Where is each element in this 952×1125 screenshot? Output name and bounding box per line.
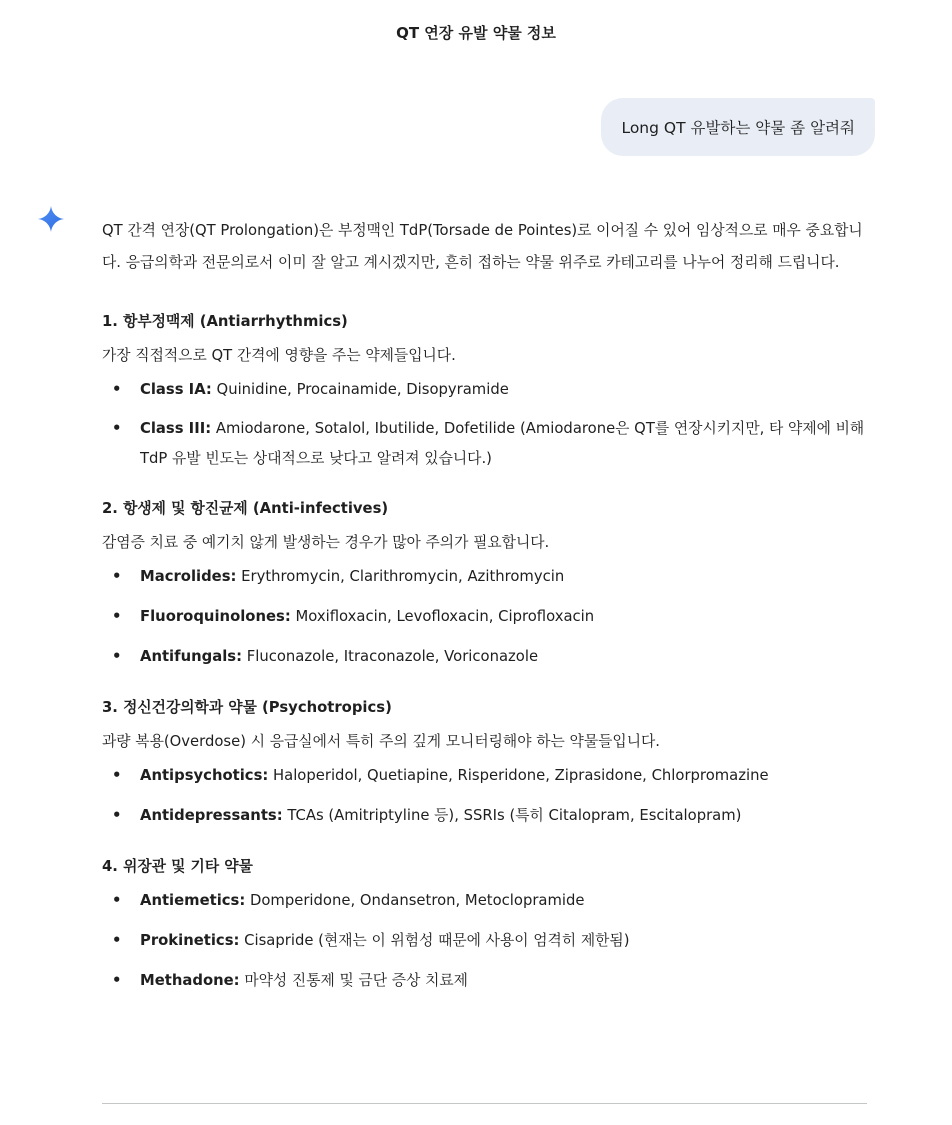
section-heading: 3. 정신건강의학과 약물 (Psychotropics) bbox=[102, 699, 392, 716]
section-antiarrhythmics bbox=[102, 304, 867, 474]
assistant-response bbox=[102, 215, 867, 1014]
drug-list bbox=[102, 760, 867, 832]
section-description: 가장 직접적으로 QT 간격에 영향을 주는 약제들입니다. bbox=[102, 347, 456, 364]
bullet: • bbox=[112, 932, 122, 949]
section-anti-infectives bbox=[102, 491, 867, 673]
user-message-text: Long QT 유발하는 약물 좀 알려줘 bbox=[621, 119, 855, 137]
list-item bbox=[102, 925, 867, 957]
section-gi-others bbox=[102, 849, 867, 997]
bullet: • bbox=[112, 608, 122, 625]
bullet: • bbox=[112, 892, 122, 909]
response-divider bbox=[102, 1103, 867, 1104]
drug-names: TCAs (Amitriptyline 등), SSRIs (특히 Citalopram, Escitalopram) bbox=[282, 807, 742, 824]
bullet: • bbox=[112, 648, 122, 665]
list-item bbox=[102, 414, 867, 474]
drug-class: Prokinetics: bbox=[140, 932, 240, 949]
bullet: • bbox=[112, 972, 122, 989]
list-item bbox=[102, 601, 867, 633]
drug-class: Macrolides: bbox=[140, 568, 237, 585]
conversation-title[interactable]: QT 연장 유발 약물 정보 bbox=[396, 24, 556, 42]
drug-names: Cisapride (현재는 이 위험성 때문에 사용이 엄격히 제한됨) bbox=[239, 932, 630, 949]
list-item bbox=[102, 965, 867, 997]
bullet: • bbox=[112, 381, 122, 398]
drug-class: Class III: bbox=[140, 420, 212, 437]
list-item bbox=[102, 800, 867, 832]
section-heading: 4. 위장관 및 기타 약물 bbox=[102, 858, 253, 875]
drug-list bbox=[102, 561, 867, 673]
drug-class: Antipsychotics: bbox=[140, 767, 269, 784]
section-description: 과량 복용(Overdose) 시 응급실에서 특히 주의 깊게 모니터링해야 하는 약물들입니다. bbox=[102, 733, 660, 750]
list-item bbox=[102, 760, 867, 792]
drug-class: Antidepressants: bbox=[140, 807, 283, 824]
drug-names: Haloperidol, Quetiapine, Risperidone, Ziprasidone, Chlorpromazine bbox=[268, 767, 769, 784]
drug-class: Antifungals: bbox=[140, 648, 243, 665]
section-heading: 2. 항생제 및 항진균제 (Anti-infectives) bbox=[102, 500, 389, 517]
drug-names: 마약성 진통제 및 금단 증상 치료제 bbox=[239, 972, 468, 989]
bullet: • bbox=[112, 767, 122, 784]
gemini-sparkle-icon bbox=[38, 206, 64, 232]
drug-names: Quinidine, Procainamide, Disopyramide bbox=[211, 381, 509, 398]
drug-list bbox=[102, 885, 867, 997]
drug-class: Fluoroquinolones: bbox=[140, 608, 291, 625]
section-heading: 1. 항부정맥제 (Antiarrhythmics) bbox=[102, 313, 348, 330]
drug-list bbox=[102, 374, 867, 474]
bullet: • bbox=[112, 420, 122, 437]
drug-names: Moxifloxacin, Levofloxacin, Ciprofloxacin bbox=[290, 608, 595, 625]
drug-names: Domperidone, Ondansetron, Metoclopramide bbox=[245, 892, 585, 909]
drug-class: Methadone: bbox=[140, 972, 240, 989]
bullet: • bbox=[112, 568, 122, 585]
response-intro: QT 간격 연장(QT Prolongation)은 부정맥인 TdP(Torsade de Pointes)로 이어질 수 있어 임상적으로 매우 중요합니다. 응급의학과 전문의로서 이미 잘 알고 계시겠지만, 흔히 접하는 약물 위주로 카테고리를 나누어 정리해 드립니다. bbox=[102, 222, 863, 271]
list-item bbox=[102, 561, 867, 593]
drug-names: Fluconazole, Itraconazole, Voriconazole bbox=[242, 648, 539, 665]
drug-names: Amiodarone, Sotalol, Ibutilide, Dofetilide (Amiodarone은 QT를 연장시키지만, 타 약제에 비해 TdP 유발 빈도는 상대적으로 낮다고 알려져 있습니다.) bbox=[140, 420, 865, 467]
drug-class: Class IA: bbox=[140, 381, 212, 398]
list-item bbox=[102, 641, 867, 673]
list-item bbox=[102, 885, 867, 917]
list-item bbox=[102, 374, 867, 406]
drug-class: Antiemetics: bbox=[140, 892, 246, 909]
section-psychotropics bbox=[102, 690, 867, 832]
user-message-bubble bbox=[601, 98, 875, 156]
bullet: • bbox=[112, 807, 122, 824]
section-description: 감염증 치료 중 예기치 않게 발생하는 경우가 많아 주의가 필요합니다. bbox=[102, 534, 550, 551]
drug-names: Erythromycin, Clarithromycin, Azithromycin bbox=[236, 568, 565, 585]
